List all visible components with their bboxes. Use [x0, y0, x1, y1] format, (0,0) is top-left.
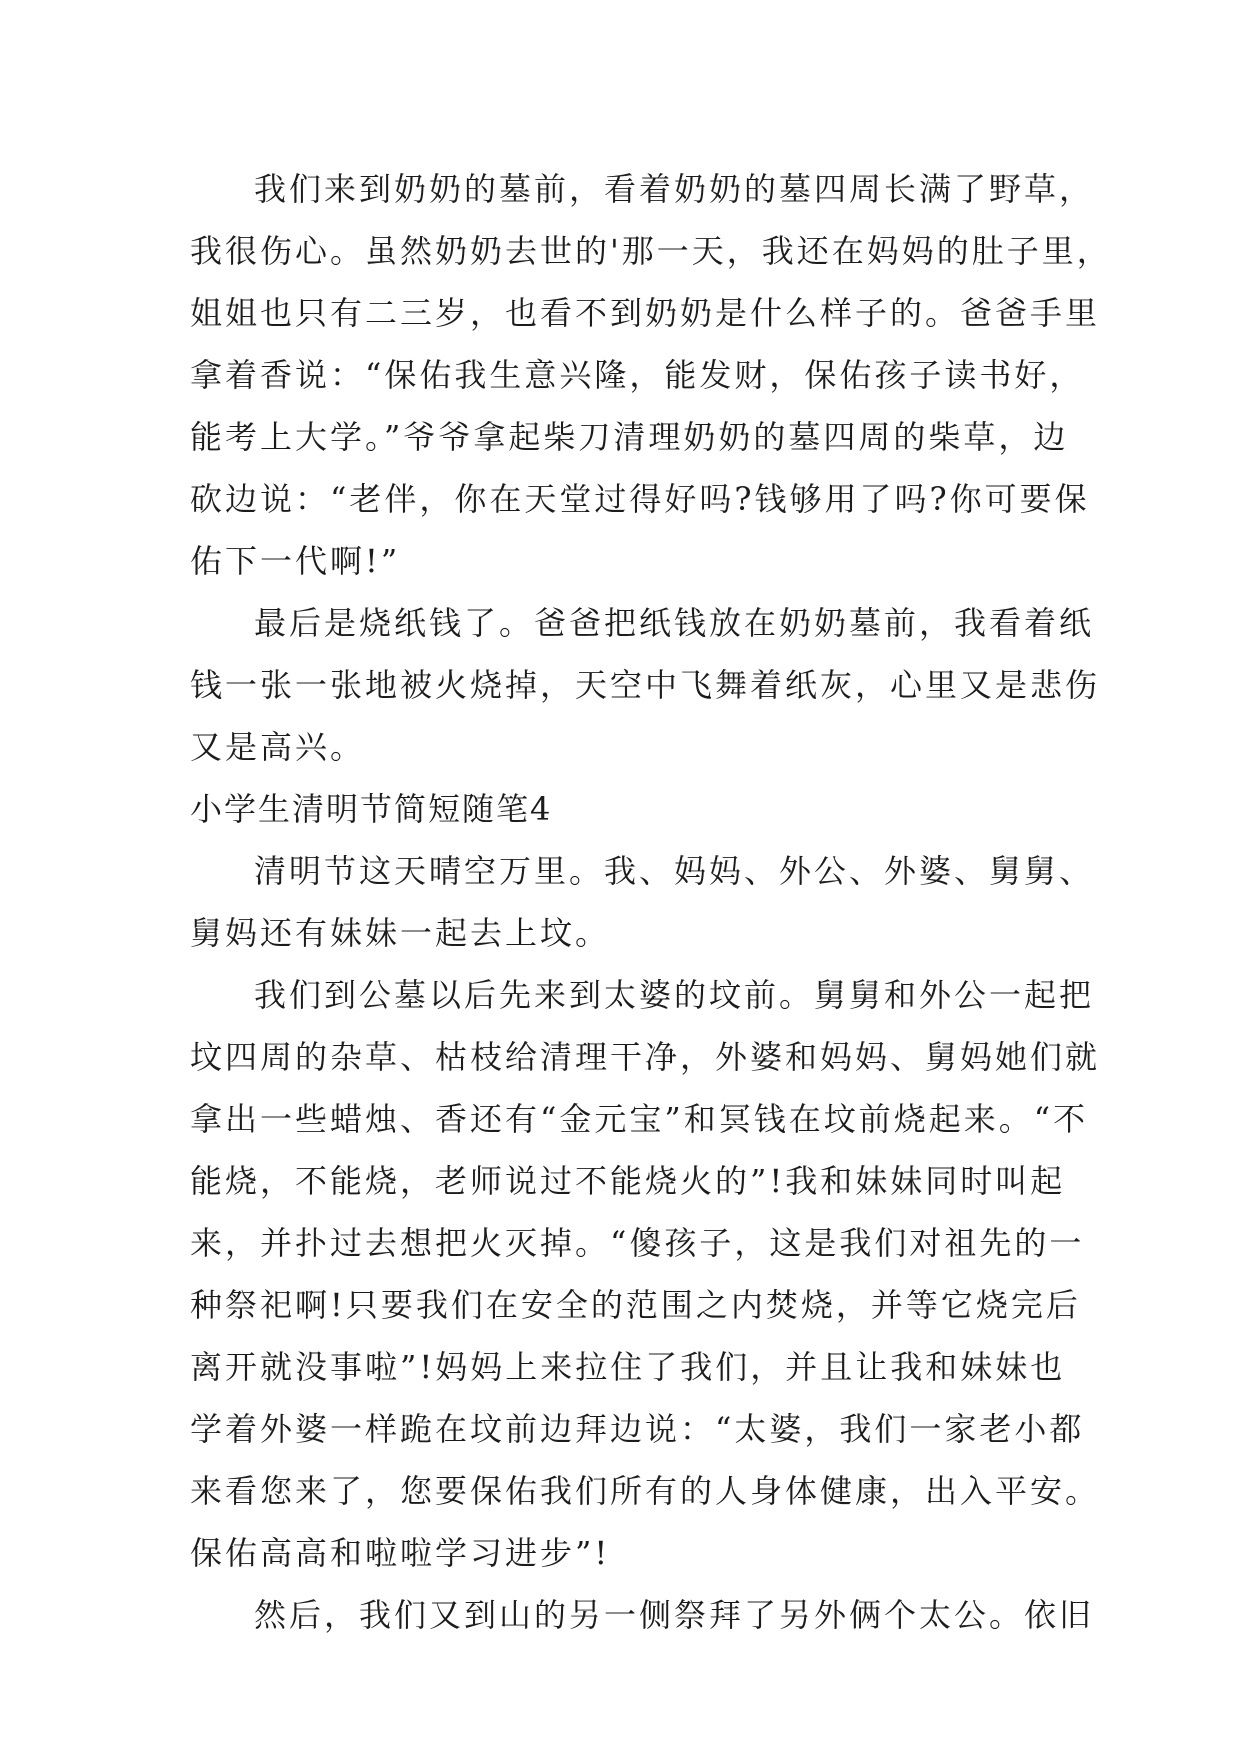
document-body: [190, 158, 1112, 1646]
text-line: 拿出一些蜡烛、香还有“金元宝”和冥钱在坟前烧起来。“不: [190, 1100, 1089, 1138]
text-line: 钱一张一张地被火烧掉，天空中飞舞着纸灰，心里又是悲伤: [190, 666, 1101, 704]
text-line: 坟四周的杂草、枯枝给清理干净，外婆和妈妈、舅妈她们就: [190, 1038, 1101, 1076]
text-line: 我很伤心。虽然奶奶去世的'那一天，我还在妈妈的肚子里，: [190, 232, 1112, 270]
text-line: 又是高兴。: [190, 728, 366, 766]
text-line: 种祭祀啊!只要我们在安全的范围之内焚烧，并等它烧完后: [190, 1286, 1081, 1324]
text-line: 来看您来了，您要保佑我们所有的人身体健康，出入平安。: [190, 1472, 1101, 1510]
text-line: 最后是烧纸钱了。爸爸把纸钱放在奶奶墓前，我看着纸: [254, 604, 1095, 642]
text-line: 佑下一代啊!”: [190, 542, 401, 580]
text-line: 我们来到奶奶的墓前，看着奶奶的墓四周长满了野草，: [254, 170, 1095, 208]
text-line: 姐姐也只有二三岁，也看不到奶奶是什么样子的。爸爸手里: [190, 294, 1101, 332]
text-line: 保佑高高和啦啦学习进步”!: [190, 1534, 611, 1572]
text-line: 然后，我们又到山的另一侧祭拜了另外俩个太公。依旧: [254, 1596, 1095, 1634]
text-line: 清明节这天晴空万里。我、妈妈、外公、外婆、舅舅、: [254, 852, 1095, 890]
text-line: 能考上大学。”爷爷拿起柴刀清理奶奶的墓四周的柴草，边: [190, 418, 1069, 456]
text-line: 学着外婆一样跪在坟前边拜边说：“太婆，我们一家老小都: [190, 1410, 1085, 1448]
text-line: 来，并扑过去想把火灭掉。“傻孩子，这是我们对祖先的一: [190, 1224, 1085, 1262]
text-line: 拿着香说：“保佑我生意兴隆，能发财，保佑孩子读书好，: [190, 356, 1085, 394]
section-heading: 小学生清明节简短随笔4: [190, 790, 553, 828]
text-line: 舅妈还有妹妹一起去上坟。: [190, 914, 611, 952]
text-line: 能烧，不能烧，老师说过不能烧火的”!我和妹妹同时叫起: [190, 1162, 1066, 1200]
text-line: 砍边说：“老伴，你在天堂过得好吗?钱够用了吗?你可要保: [190, 480, 1090, 518]
text-line: 离开就没事啦”!妈妈上来拉住了我们，并且让我和妹妹也: [190, 1348, 1066, 1386]
text-line: 我们到公墓以后先来到太婆的坟前。舅舅和外公一起把: [254, 976, 1095, 1014]
